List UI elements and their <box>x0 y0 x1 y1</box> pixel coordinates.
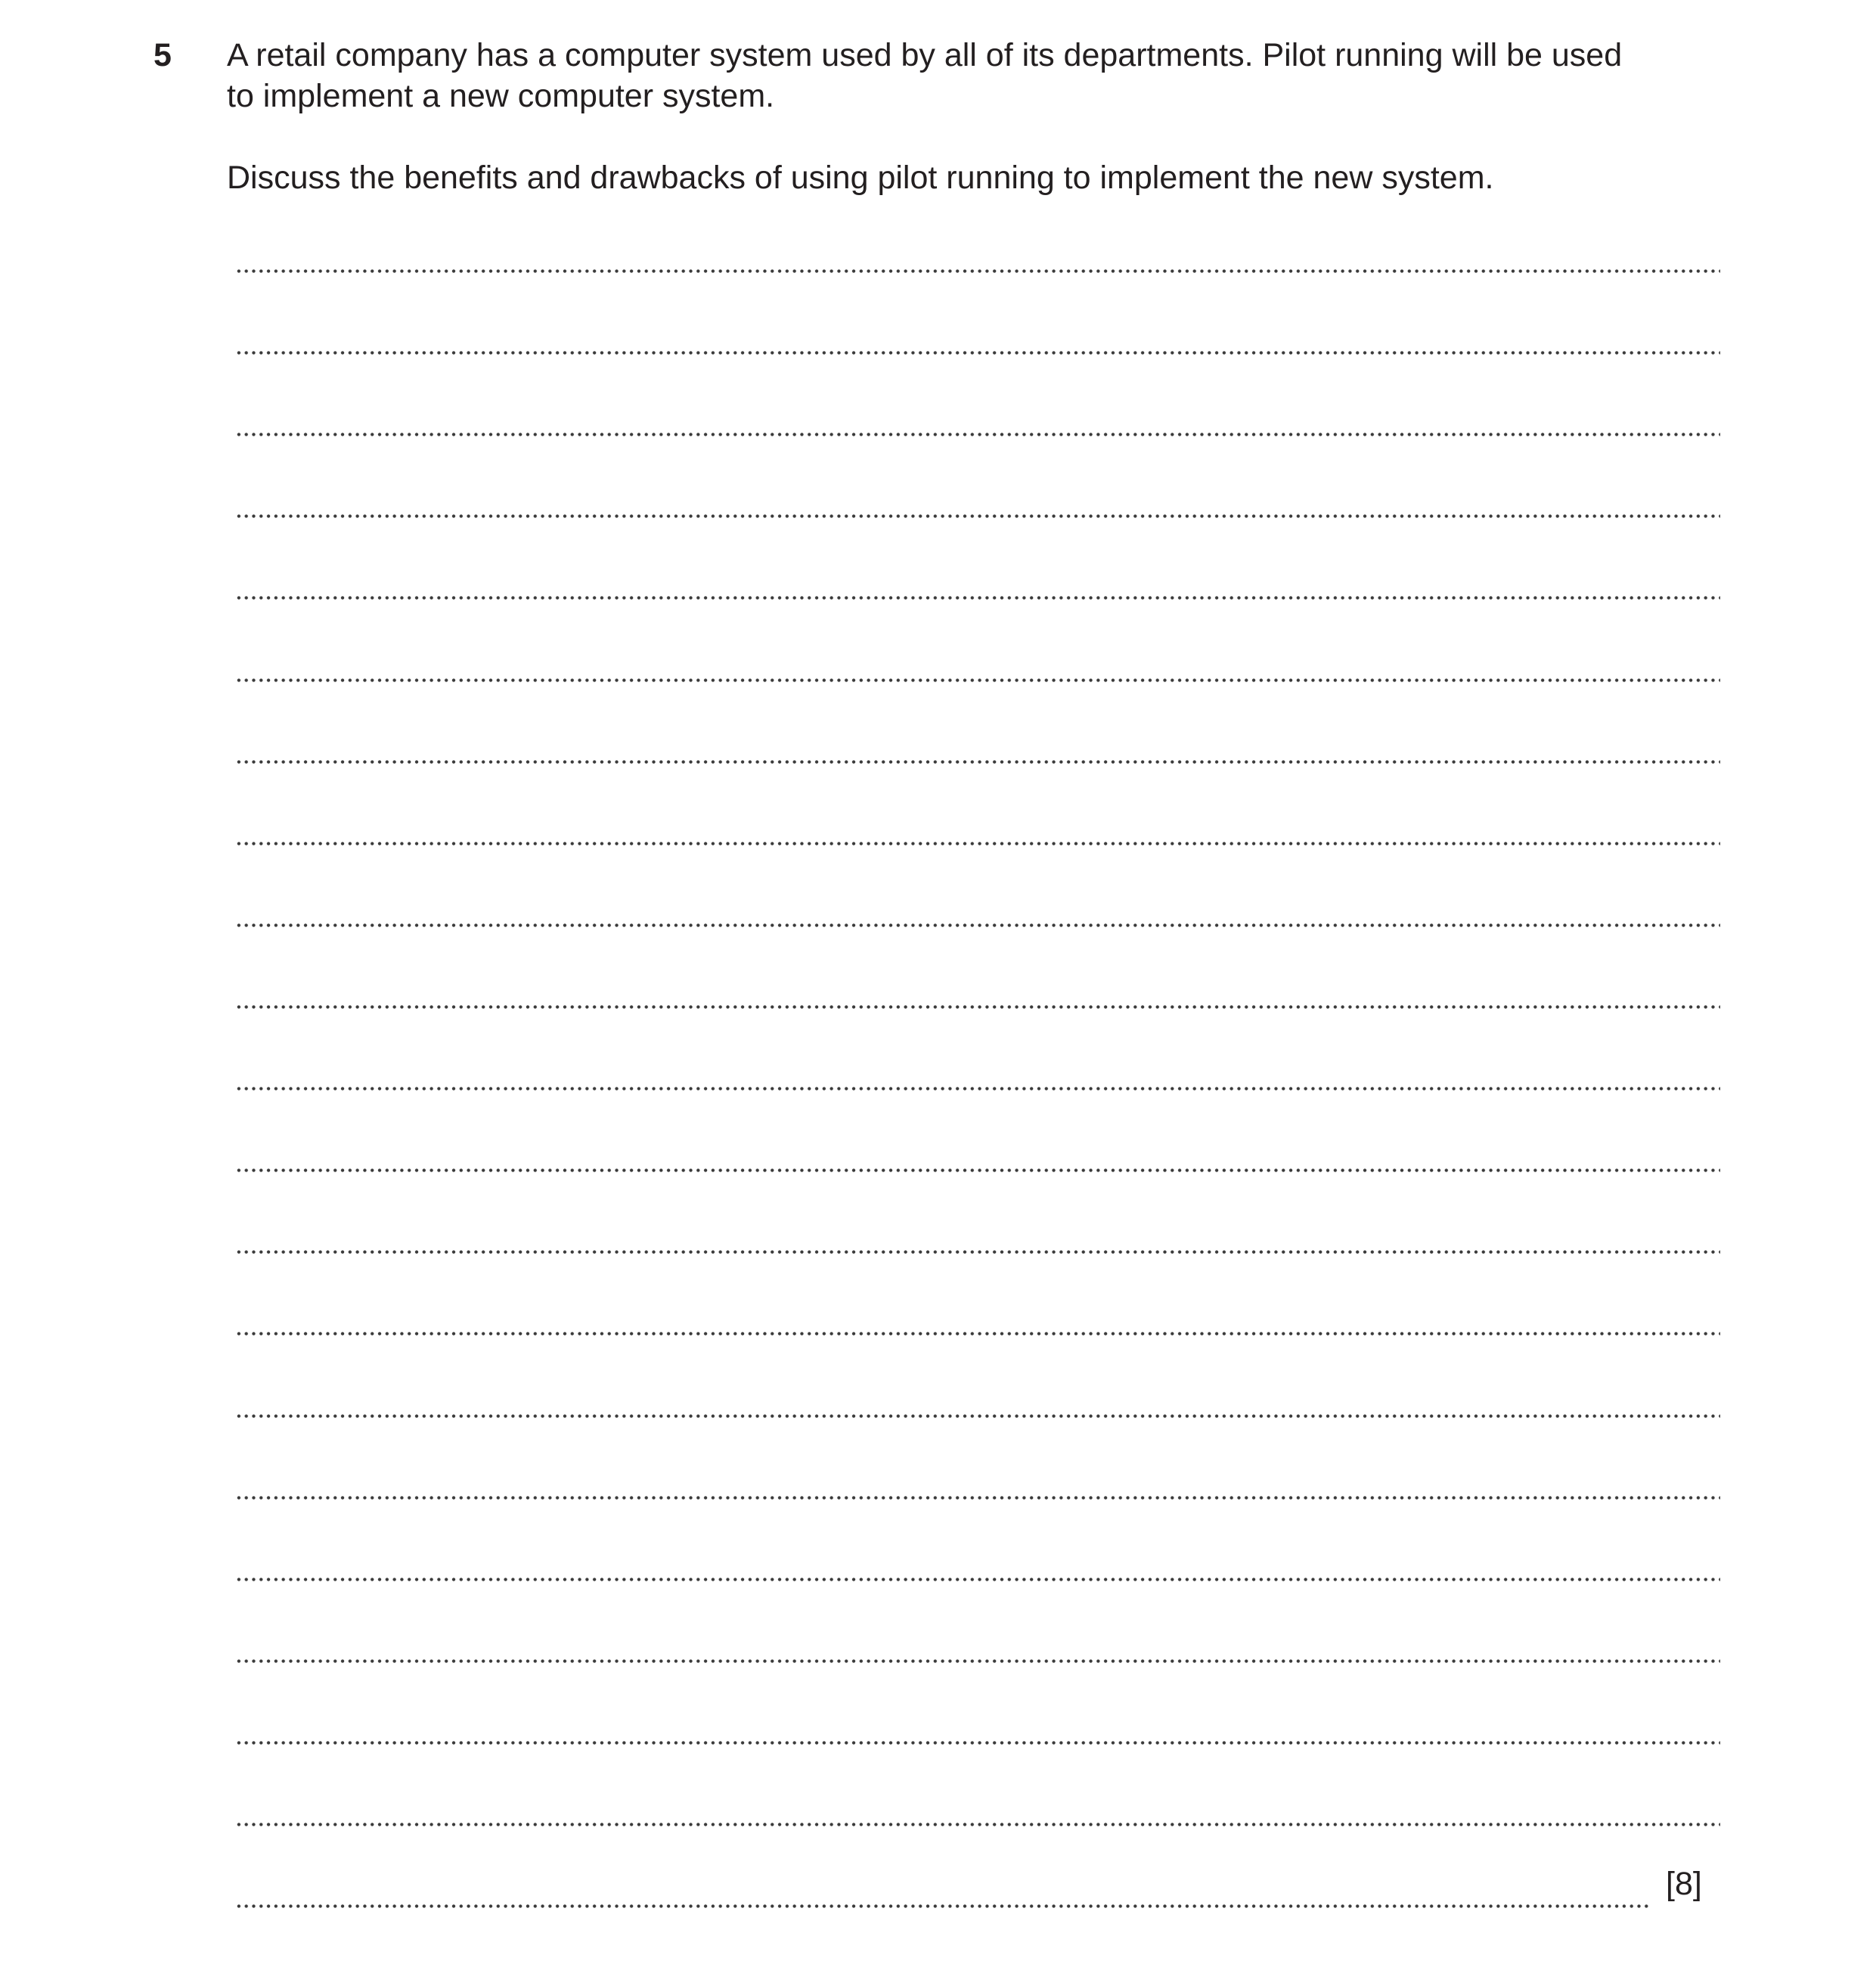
stem-line-2: to implement a new computer system. <box>227 78 775 114</box>
answer-line[interactable] <box>235 1087 1720 1091</box>
answer-line[interactable] <box>235 1496 1720 1500</box>
answer-line[interactable] <box>235 1578 1720 1581</box>
answer-line[interactable] <box>235 351 1720 355</box>
marks-label: [8] <box>1666 1866 1702 1902</box>
answer-line[interactable] <box>235 760 1720 764</box>
answer-line[interactable] <box>235 678 1720 682</box>
answer-line[interactable] <box>235 514 1720 518</box>
answer-line[interactable] <box>235 1741 1720 1745</box>
stem-line-1: A retail company has a computer system used by all of its departments. Pilot running will be used <box>227 37 1623 73</box>
answer-line[interactable] <box>235 1414 1720 1418</box>
answer-line[interactable] <box>235 1904 1651 1908</box>
answer-line[interactable] <box>235 269 1720 273</box>
answer-line[interactable] <box>235 1332 1720 1336</box>
answer-line[interactable] <box>235 923 1720 927</box>
answer-line[interactable] <box>235 1250 1720 1254</box>
question-instruction: Discuss the benefits and drawbacks of using pilot running to implement the new system. <box>227 160 1494 196</box>
answer-line[interactable] <box>235 1659 1720 1663</box>
answer-line[interactable] <box>235 1005 1720 1009</box>
question-number: 5 <box>153 37 172 73</box>
answer-line[interactable] <box>235 1168 1720 1172</box>
answer-line[interactable] <box>235 433 1720 436</box>
answer-line[interactable] <box>235 596 1720 600</box>
question-stem <box>227 35 1732 116</box>
answer-line[interactable] <box>235 1823 1720 1826</box>
answer-line[interactable] <box>235 842 1720 846</box>
